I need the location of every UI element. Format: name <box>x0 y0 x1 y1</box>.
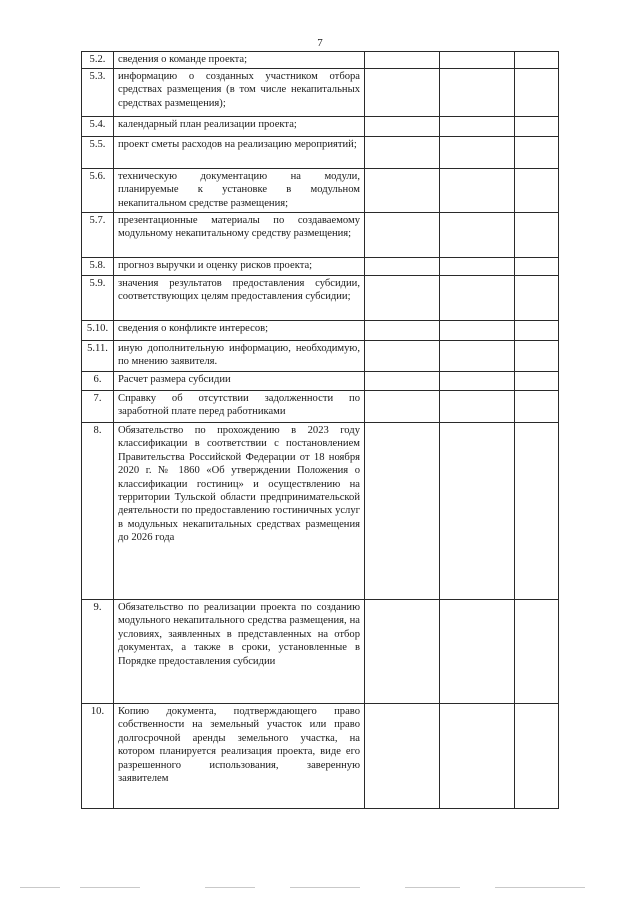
row-number: 6. <box>82 372 114 391</box>
table-row <box>82 117 559 137</box>
blank-cell-a <box>365 137 440 169</box>
row-number: 5.8. <box>82 258 114 276</box>
table-row <box>82 600 559 704</box>
blank-cell-c <box>515 423 559 600</box>
blank-cell-b <box>440 137 515 169</box>
row-description: Обязательство по прохождению в 2023 году классификации в соответствии с постановлением Правительства Российской Федерации от 18 ноября 2020 г. № 1860 «Об утверждении Положения о классификации гостиниц» и осуществлению на территории Тульской области предпринимательской деятельности по предоставлению гостиничных услуг в модульных некапитальных средствах размещения до 2026 года <box>114 423 365 600</box>
scan-artifact-line <box>205 887 255 888</box>
row-description: информацию о созданных участником отбора средствах размещения (в том числе некапитальных средствах размещения); <box>114 69 365 117</box>
blank-cell-b <box>440 169 515 213</box>
document-table <box>81 51 559 809</box>
blank-cell-b <box>440 69 515 117</box>
scan-artifact-line <box>80 887 140 888</box>
table-row <box>82 423 559 600</box>
blank-cell-a <box>365 213 440 258</box>
blank-cell-c <box>515 704 559 809</box>
table-row <box>82 391 559 423</box>
blank-cell-b <box>440 391 515 423</box>
blank-cell-a <box>365 52 440 69</box>
row-description: календарный план реализации проекта; <box>114 117 365 137</box>
blank-cell-a <box>365 391 440 423</box>
table-row <box>82 52 559 69</box>
scan-artifact-line <box>405 887 460 888</box>
blank-cell-b <box>440 52 515 69</box>
scan-artifact-line <box>495 887 585 888</box>
blank-cell-c <box>515 321 559 341</box>
row-description: прогноз выручки и оценку рисков проекта; <box>114 258 365 276</box>
row-number: 8. <box>82 423 114 600</box>
table-body <box>82 52 559 809</box>
row-description: иную дополнительную информацию, необходимую, по мнению заявителя. <box>114 341 365 372</box>
blank-cell-c <box>515 372 559 391</box>
row-description: проект сметы расходов на реализацию мероприятий; <box>114 137 365 169</box>
blank-cell-c <box>515 69 559 117</box>
row-description: значения результатов предоставления субсидии, соответствующих целям предоставления субсидии; <box>114 276 365 321</box>
blank-cell-b <box>440 276 515 321</box>
row-description: сведения о команде проекта; <box>114 52 365 69</box>
table-row <box>82 213 559 258</box>
table-row <box>82 169 559 213</box>
row-description: Копию документа, подтверждающего право собственности на земельный участок или право долгосрочной аренды земельного участка, на котором планируется реализация проекта, виде его разрешенного использования, заверенную заявителем <box>114 704 365 809</box>
blank-cell-c <box>515 341 559 372</box>
blank-cell-a <box>365 69 440 117</box>
scan-artifact-line <box>20 887 60 888</box>
blank-cell-c <box>515 391 559 423</box>
blank-cell-c <box>515 276 559 321</box>
row-description: сведения о конфликте интересов; <box>114 321 365 341</box>
row-number: 7. <box>82 391 114 423</box>
blank-cell-c <box>515 600 559 704</box>
blank-cell-b <box>440 704 515 809</box>
blank-cell-b <box>440 600 515 704</box>
blank-cell-a <box>365 600 440 704</box>
blank-cell-a <box>365 117 440 137</box>
table-row <box>82 258 559 276</box>
row-number: 5.4. <box>82 117 114 137</box>
table-row <box>82 341 559 372</box>
table-row <box>82 137 559 169</box>
row-description: Расчет размера субсидии <box>114 372 365 391</box>
blank-cell-c <box>515 52 559 69</box>
table-row <box>82 69 559 117</box>
blank-cell-a <box>365 321 440 341</box>
row-description: Справку об отсутствии задолженности по заработной плате перед работниками <box>114 391 365 423</box>
row-number: 5.5. <box>82 137 114 169</box>
row-number: 5.3. <box>82 69 114 117</box>
table-row <box>82 372 559 391</box>
row-number: 10. <box>82 704 114 809</box>
blank-cell-b <box>440 213 515 258</box>
blank-cell-b <box>440 258 515 276</box>
row-number: 5.9. <box>82 276 114 321</box>
row-number: 5.7. <box>82 213 114 258</box>
row-number: 5.10. <box>82 321 114 341</box>
blank-cell-c <box>515 117 559 137</box>
blank-cell-a <box>365 372 440 391</box>
scan-artifact-line <box>290 887 360 888</box>
blank-cell-a <box>365 276 440 321</box>
blank-cell-a <box>365 704 440 809</box>
row-description: презентационные материалы по создаваемому модульному некапитальному средству размещения; <box>114 213 365 258</box>
blank-cell-c <box>515 137 559 169</box>
table-row <box>82 276 559 321</box>
row-number: 5.2. <box>82 52 114 69</box>
row-number: 9. <box>82 600 114 704</box>
blank-cell-a <box>365 169 440 213</box>
blank-cell-a <box>365 341 440 372</box>
blank-cell-c <box>515 258 559 276</box>
blank-cell-c <box>515 213 559 258</box>
row-description: Обязательство по реализации проекта по созданию модульного некапитального средства размещения, на условиях, заявленных в представленных на отбор документах, а также в сроки, установленные в Порядке предоставления субсидии <box>114 600 365 704</box>
blank-cell-a <box>365 423 440 600</box>
blank-cell-a <box>365 258 440 276</box>
row-description: техническую документацию на модули, планируемые к установке в модульном некапитальном средстве размещения; <box>114 169 365 213</box>
blank-cell-c <box>515 169 559 213</box>
blank-cell-b <box>440 423 515 600</box>
row-number: 5.6. <box>82 169 114 213</box>
blank-cell-b <box>440 372 515 391</box>
blank-cell-b <box>440 321 515 341</box>
page-number: 7 <box>317 37 323 49</box>
table-row <box>82 704 559 809</box>
blank-cell-b <box>440 341 515 372</box>
row-number: 5.11. <box>82 341 114 372</box>
table-row <box>82 321 559 341</box>
blank-cell-b <box>440 117 515 137</box>
